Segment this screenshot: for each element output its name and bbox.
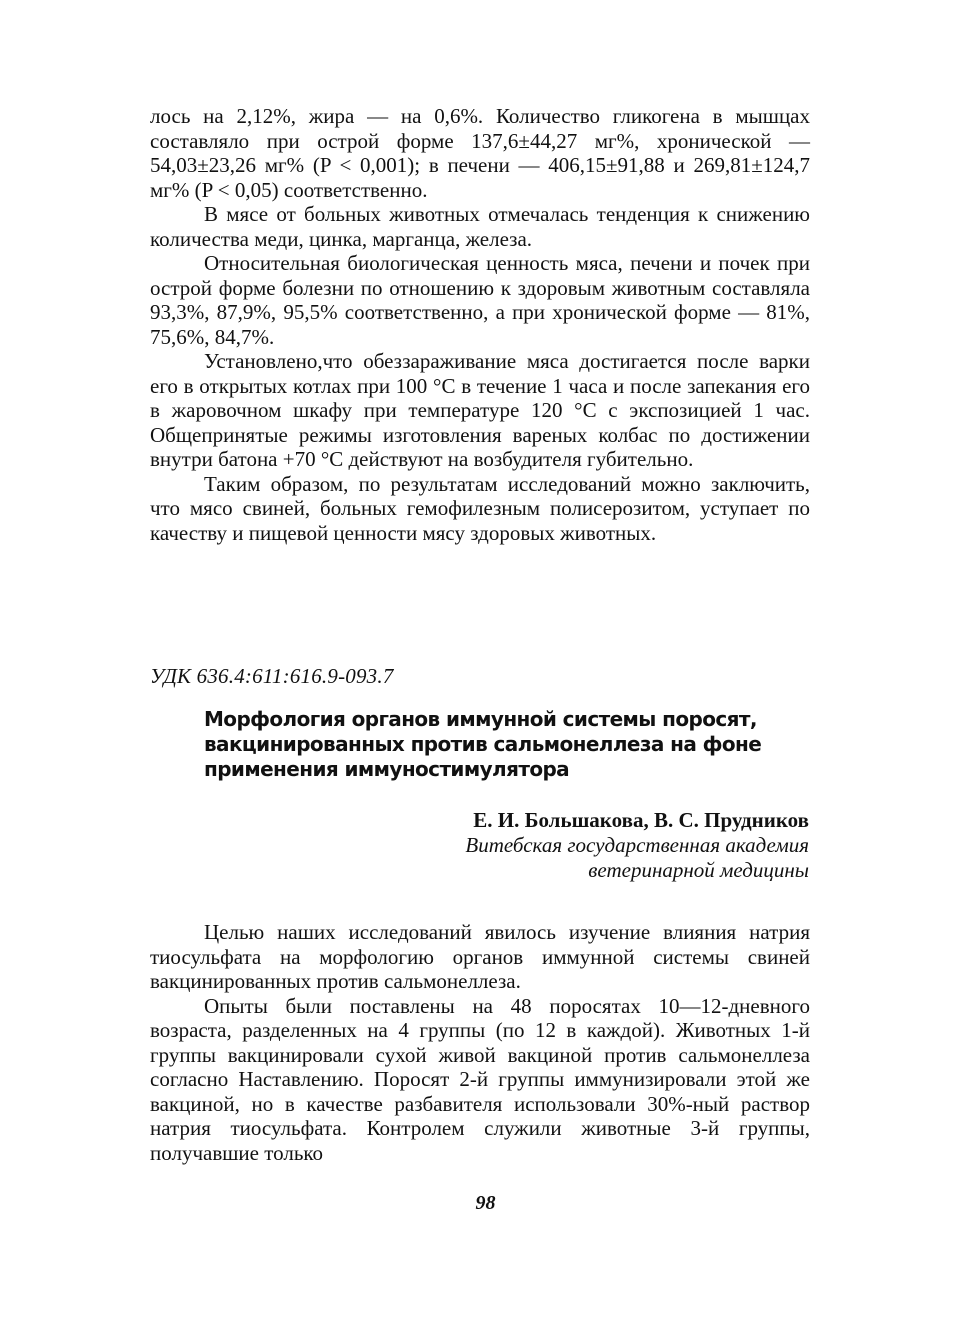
- paragraph-conclusion: Таким образом, по результатам исследований можно заключить, что мясо свиней, больных гемофилезным полисерозитом, уступает по качеству и пищевой ценности мясу здоровых животных.: [150, 471, 810, 545]
- udk-code: УДК 636.4:611:616.9-093.7: [150, 664, 394, 688]
- paragraph-biological-value: Относительная биологическая ценность мяса, печени и почек при острой форме болезни по отношению к здоровым животным составляла 93,3%, 87,9%, 95,5% соответственно, а при хронической форме — 81%, 75,6%, 84,7%.: [150, 251, 810, 349]
- paragraph-disinfection: Установлено,что обеззараживание мяса достигается после варки его в открытых котлах при 100 °С в течение 1 часа и после запекания его в жаровочном шкафу при температуре 120 °С с экспозицией 1 час. Общепринятые режимы изготовления вареных колбас по достижении внутри батона +70 °С действуют на возбудителя губительно.: [150, 349, 810, 471]
- affiliation-line-1: Витебская государственная академия: [465, 833, 809, 857]
- paragraph-glycogen: лось на 2,12%, жира — на 0,6%. Количество гликогена в мышцах составляло при острой форме 137,6±44,27 мг%, хронической — 54,03±23,26 мг% (P < 0,001); в печени — 406,15±91,88 и 269,81±124,7 мг% (P < 0,05) соответственно.: [150, 104, 810, 202]
- author-block: [465, 808, 809, 883]
- page-number: 98: [475, 1192, 496, 1214]
- author-names: Е. И. Большакова, В. С. Прудников: [473, 808, 809, 832]
- affiliation-line-2: ветеринарной медицины: [588, 858, 809, 882]
- article-title: Морфология органов иммунной системы поросят, вакцинированных против сальмонеллеза на фоне применения иммуностимулятора: [204, 707, 762, 781]
- paragraph-minerals: В мясе от больных животных отмечалась тенденция к снижению количества меди, цинка, марганца, железа.: [150, 202, 810, 251]
- paragraph-aim: Целью наших исследований явилось изучение влияния натрия тиосульфата на морфологию органов иммунной системы свиней вакцинированных против сальмонеллеза.: [150, 920, 810, 993]
- article-body: [150, 920, 810, 1165]
- top-section: [150, 104, 810, 545]
- paragraph-methods: Опыты были поставлены на 48 поросятах 10—12-дневного возраста, разделенных на 4 группы (по 12 в каждой). Животных 1-й группы вакцинировали сухой живой вакциной против сальмонеллеза согласно Наставлению. Поросят 2-й группы иммунизировали этой же вакциной, но в качестве разбавителя использовали 30%-ный раствор натрия тиосульфата. Контролем служили животные 3-й группы, получавшие только: [150, 993, 810, 1165]
